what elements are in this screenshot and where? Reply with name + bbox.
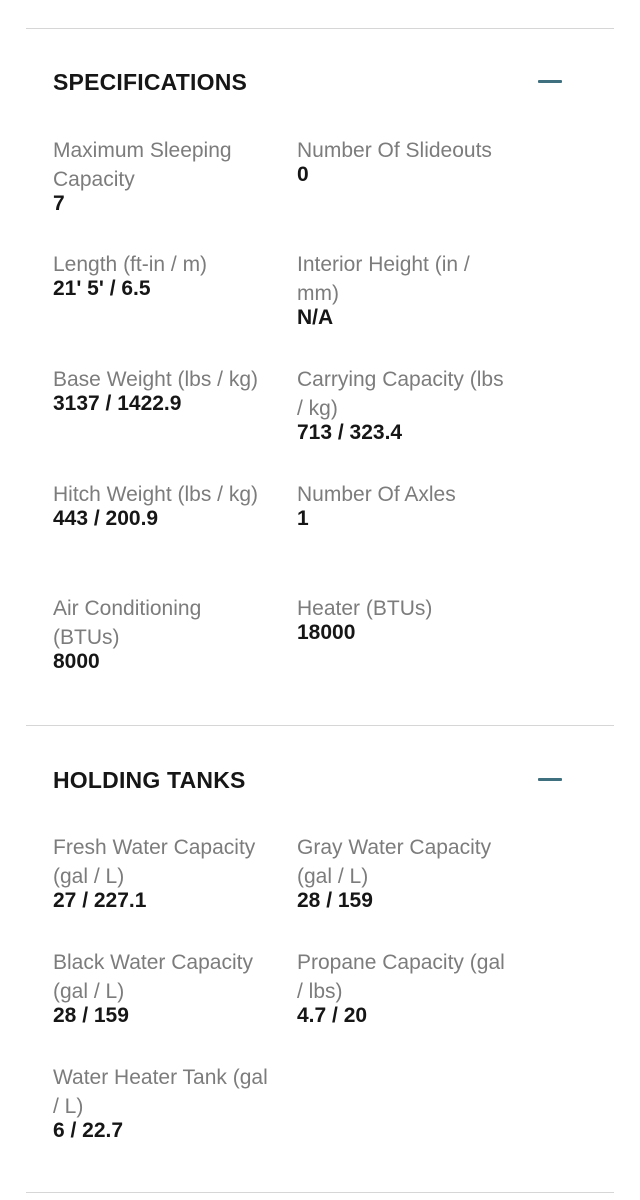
top-divider [26, 28, 614, 29]
spec-item [53, 948, 268, 1028]
spec-value: 7 [53, 192, 65, 215]
spec-value: 0 [297, 163, 309, 186]
spec-item [297, 833, 512, 913]
spec-value: 713 / 323.4 [297, 421, 403, 444]
spec-value: 28 / 159 [53, 1004, 129, 1027]
spec-label: Propane Capacity (gal / lbs) [297, 951, 505, 1003]
minus-icon [538, 778, 562, 781]
spec-label: Interior Height (in / mm) [297, 253, 470, 305]
spec-label: Carrying Capacity (lbs / kg) [297, 368, 504, 420]
spec-value: 4.7 / 20 [297, 1004, 368, 1027]
spec-value: 18000 [297, 621, 356, 644]
spec-item [53, 1063, 268, 1143]
spec-item [297, 948, 512, 1028]
specifications-title: SPECIFICATIONS [53, 69, 248, 95]
spec-value: 6 / 22.7 [53, 1119, 124, 1142]
spec-item [297, 480, 512, 531]
spec-item [297, 250, 512, 330]
spec-value: 1 [297, 507, 309, 530]
spec-item [53, 833, 268, 913]
spec-label: Black Water Capacity (gal / L) [53, 951, 253, 1003]
holding-tanks-title: HOLDING TANKS [53, 767, 246, 793]
specifications-header[interactable] [53, 62, 564, 102]
spec-item [53, 480, 268, 531]
spec-value: 3137 / 1422.9 [53, 392, 182, 415]
spec-label: Base Weight (lbs / kg) [53, 368, 259, 391]
spec-item [297, 365, 512, 445]
specifications-collapse-button[interactable] [538, 62, 564, 102]
spec-item [53, 365, 268, 416]
spec-label: Air Conditioning (BTUs) [53, 597, 202, 649]
spec-label: Number Of Axles [297, 483, 456, 506]
section-divider [26, 725, 614, 726]
spec-label: Maximum Sleeping Capacity [53, 139, 232, 191]
bottom-divider [26, 1192, 614, 1193]
spec-label: Water Heater Tank (gal / L) [53, 1066, 268, 1118]
holding-tanks-header[interactable] [53, 760, 564, 800]
spec-item [53, 136, 268, 216]
holding-tanks-collapse-button[interactable] [538, 760, 564, 800]
spec-label: Heater (BTUs) [297, 597, 433, 620]
spec-item [53, 594, 268, 674]
spec-item [297, 594, 512, 645]
spec-value: N/A [297, 306, 334, 329]
spec-value: 28 / 159 [297, 889, 373, 912]
minus-icon [538, 80, 562, 83]
spec-item [297, 136, 512, 187]
spec-label: Fresh Water Capacity (gal / L) [53, 836, 256, 888]
spec-value: 21' 5' / 6.5 [53, 277, 151, 300]
spec-value: 8000 [53, 650, 100, 673]
spec-label: Hitch Weight (lbs / kg) [53, 483, 259, 506]
spec-value: 443 / 200.9 [53, 507, 159, 530]
spec-item [53, 250, 268, 301]
spec-value: 27 / 227.1 [53, 889, 147, 912]
spec-label: Gray Water Capacity (gal / L) [297, 836, 492, 888]
spec-label: Number Of Slideouts [297, 139, 492, 162]
spec-label: Length (ft-in / m) [53, 253, 208, 276]
